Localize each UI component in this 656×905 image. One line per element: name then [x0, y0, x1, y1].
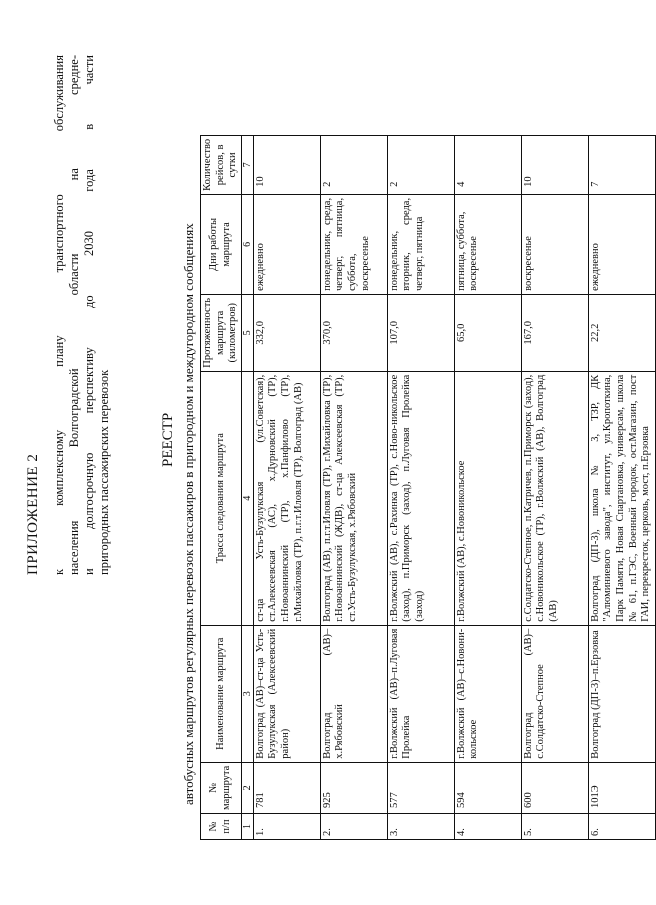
column-number: 5 [241, 294, 253, 371]
column-number: 2 [241, 762, 253, 813]
row-index: 1. [253, 814, 320, 840]
column-header: Наименование маршрута [201, 625, 242, 762]
table-row [387, 135, 454, 839]
route-number: 925 [320, 762, 387, 813]
route-trips: 4 [454, 135, 521, 194]
table-header-row [201, 135, 242, 839]
route-name: г.Волжский (АВ)–с.Новони-кольское [454, 625, 521, 762]
row-index: 4. [454, 814, 521, 840]
appendix-line: пригородных пассажирских перевозок [97, 369, 111, 575]
route-number: 594 [454, 762, 521, 813]
route-number: 781 [253, 762, 320, 813]
route-path: Волгоград (ДП-3), школа № 3, ТЗР, ДК "Алюминиевого завода", институт, ул.Кропоткина, Парк Памяти, Новая Спартановка, универсам, школа № 61, п.ГЭС, Военный городок, ост.Магазин, пост ГАИ, перекресток, церковь, мост, п.Ерзовка [588, 371, 655, 625]
table-row [588, 135, 655, 839]
route-number: 577 [387, 762, 454, 813]
column-header: Количество рейсов, в сутки [201, 135, 242, 194]
appendix-title: ПРИЛОЖЕНИЕ 2 [25, 453, 41, 575]
route-length: 107,0 [387, 294, 454, 371]
column-number: 4 [241, 371, 253, 625]
route-days: ежедневно [588, 194, 655, 294]
column-header: № п/п [201, 814, 242, 840]
route-days: понедельник, среда, четверг, пятница, суббота, воскресенье [320, 194, 387, 294]
route-days: воскресенье [521, 194, 588, 294]
route-trips: 2 [320, 135, 387, 194]
appendix-line: к комплексному плану транспортного обслуживания [52, 55, 66, 575]
appendix-line: населения Волгоградской области на средне- [67, 55, 81, 575]
route-number: 600 [521, 762, 588, 813]
table-row [253, 135, 320, 839]
route-length: 167,0 [521, 294, 588, 371]
route-days: ежедневно [253, 194, 320, 294]
route-days: пятница, суббота, воскресенье [454, 194, 521, 294]
row-index: 6. [588, 814, 655, 840]
row-index: 5. [521, 814, 588, 840]
route-path: ст-ца Усть-Бузулукская (ул.Советская), ст.Алексеевская (АС), х.Дурновский (ТР), г.Новоаннинский (ТР), х.Панфилово (ТР), г.Михайловка (ТР), п.г.т.Иловля (ТР), Волгоград (АВ) [253, 371, 320, 625]
route-name: Волгоград (ДП-3)–п.Ерзовка [588, 625, 655, 762]
column-header: Протяженность маршрута (километров) [201, 294, 242, 371]
table-row [521, 135, 588, 839]
route-path: Волгоград (АВ), п.г.т.Иловля (ТР), г.Михайловка (ТР), г.Новоаннинский (ЖДВ), ст-ца Алексеевская (ТР), ст.Усть-Бузулукская, х.Рябовский [320, 371, 387, 625]
column-header: Дни работы маршрута [201, 194, 242, 294]
route-path: с.Солдатско-Степное, п.Катричев, п.Приморск (заход), с.Новоникольское (ТР), г.Волжский (АВ), Волгоград (АВ) [521, 371, 588, 625]
route-name: Волгоград (АВ)–ст-ца Усть-Бузулукская (Алексеевский район) [253, 625, 320, 762]
column-header: № маршрута [201, 762, 242, 813]
route-trips: 7 [588, 135, 655, 194]
routes-table [200, 135, 656, 840]
registry-subtitle: автобусных маршрутов регулярных перевозок пассажиров в пригородном и междугородном сообщениях [181, 223, 196, 805]
column-header: Трасса следования маршрута [201, 371, 242, 625]
column-number: 1 [241, 814, 253, 840]
route-path: г.Волжский (АВ), с.Рахинка (ТР), с.Ново-никольское (заход), п.Приморск (заход), п.Луговая Пролейка (заход) [387, 371, 454, 625]
appendix-line: и долгосрочную перспективу до 2030 года в части [82, 55, 96, 575]
route-name: г.Волжский (АВ)–п.Луговая Пролейка [387, 625, 454, 762]
table-row [454, 135, 521, 839]
appendix-reference [52, 55, 112, 575]
route-length: 370,0 [320, 294, 387, 371]
row-index: 2. [320, 814, 387, 840]
route-length: 332,0 [253, 294, 320, 371]
column-number-row [241, 135, 253, 839]
column-number: 3 [241, 625, 253, 762]
route-days: понедельник, вторник, среда, четверг, пятница [387, 194, 454, 294]
route-trips: 10 [521, 135, 588, 194]
route-length: 22,2 [588, 294, 655, 371]
column-number: 7 [241, 135, 253, 194]
route-trips: 10 [253, 135, 320, 194]
route-path: г.Волжский (АВ), с.Новоникольское [454, 371, 521, 625]
route-name: Волгоград (АВ)–х.Рябовский [320, 625, 387, 762]
table-row [320, 135, 387, 839]
route-number: 101Э [588, 762, 655, 813]
route-length: 65,0 [454, 294, 521, 371]
route-trips: 2 [387, 135, 454, 194]
column-number: 6 [241, 194, 253, 294]
registry-title: РЕЕСТР [160, 412, 176, 467]
route-name: Волгоград (АВ)–с.Солдатско-Степное [521, 625, 588, 762]
row-index: 3. [387, 814, 454, 840]
